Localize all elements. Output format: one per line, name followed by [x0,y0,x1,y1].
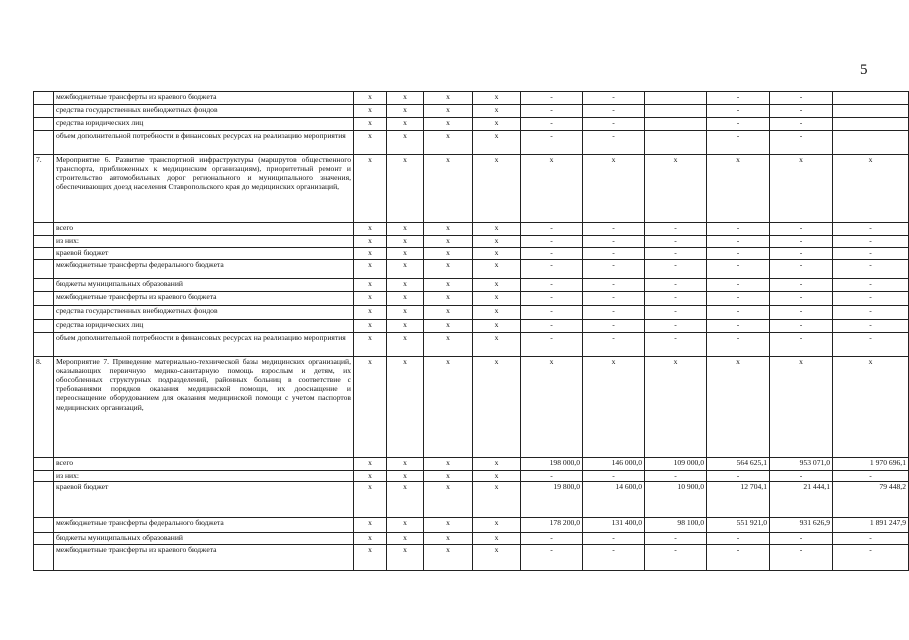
mark-cell: x [354,471,387,482]
mark-cell: x [387,306,424,320]
row-number [34,279,54,292]
mark-cell: x [354,306,387,320]
value-cell: - [583,306,645,320]
value-cell: - [833,292,909,306]
value-cell: - [707,223,770,236]
table-row [34,471,909,482]
mark-cell: x [424,518,473,533]
mark-cell: x [387,131,424,155]
row-name: объем дополнительной потребности в финансовых ресурсах на реализацию мероприятия [54,333,354,357]
mark-cell: x [473,333,521,357]
row-number [34,236,54,248]
value-cell: - [707,131,770,155]
mark-cell: x [354,482,387,518]
value-cell: - [833,223,909,236]
table-row [34,105,909,118]
mark-cell: x [354,333,387,357]
value-cell: - [770,471,833,482]
value-cell: - [583,248,645,260]
row-number [34,545,54,571]
mark-cell: x [354,155,387,223]
mark-cell: x [424,471,473,482]
mark-cell: x [424,236,473,248]
value-cell: - [770,292,833,306]
value-cell: - [707,105,770,118]
value-cell: - [833,279,909,292]
value-cell: - [645,533,707,545]
row-number [34,533,54,545]
value-cell: - [770,223,833,236]
mark-cell: x [354,131,387,155]
value-cell: 931 626,9 [770,518,833,533]
table-row [34,357,909,458]
mark-cell: x [424,333,473,357]
row-number [34,320,54,333]
value-cell: 146 000,0 [583,458,645,471]
value-cell: - [583,320,645,333]
table-body [34,92,909,571]
row-number [34,482,54,518]
table-row [34,279,909,292]
mark-cell: x [473,131,521,155]
row-number [34,458,54,471]
value-cell: - [770,92,833,105]
value-cell: - [707,279,770,292]
value-cell: - [583,236,645,248]
value-cell [833,118,909,131]
mark-cell: x [424,279,473,292]
mark-cell: x [424,155,473,223]
mark-cell: x [354,260,387,279]
value-cell [645,92,707,105]
row-number [34,306,54,320]
row-name: средства государственных внебюджетных фондов [54,306,354,320]
value-cell: - [770,533,833,545]
value-cell: - [521,92,583,105]
table-row [34,518,909,533]
row-name: межбюджетные трансферты из краевого бюджета [54,292,354,306]
value-cell: - [583,471,645,482]
value-cell: - [770,131,833,155]
value-cell: - [645,292,707,306]
row-name: бюджеты муниципальных образований [54,533,354,545]
mark-cell: x [424,260,473,279]
mark-cell: x [387,333,424,357]
value-cell: - [583,131,645,155]
value-cell: - [707,260,770,279]
value-cell: - [583,333,645,357]
value-cell: - [583,92,645,105]
row-name: из них: [54,471,354,482]
value-cell: - [707,92,770,105]
mark-cell: x [424,306,473,320]
value-cell: - [645,306,707,320]
row-number [34,131,54,155]
value-cell: - [833,260,909,279]
table-row [34,333,909,357]
value-cell: x [707,155,770,223]
mark-cell: x [473,545,521,571]
value-cell: 21 444,1 [770,482,833,518]
row-number: 8. [34,357,54,458]
mark-cell: x [354,458,387,471]
row-name: из них: [54,236,354,248]
mark-cell: x [387,357,424,458]
value-cell: x [645,155,707,223]
row-name: всего [54,458,354,471]
mark-cell: x [424,458,473,471]
value-cell: - [521,471,583,482]
value-cell: x [521,357,583,458]
mark-cell: x [473,92,521,105]
row-number [34,471,54,482]
value-cell: - [770,236,833,248]
value-cell: - [707,306,770,320]
value-cell: - [583,223,645,236]
value-cell: - [770,306,833,320]
mark-cell: x [354,533,387,545]
value-cell: - [707,545,770,571]
value-cell: 98 100,0 [645,518,707,533]
row-number [34,260,54,279]
mark-cell: x [354,292,387,306]
value-cell: - [583,545,645,571]
mark-cell: x [473,155,521,223]
mark-cell: x [473,357,521,458]
value-cell: - [521,292,583,306]
mark-cell: x [424,320,473,333]
mark-cell: x [387,155,424,223]
mark-cell: x [387,260,424,279]
value-cell: - [521,333,583,357]
value-cell: - [833,236,909,248]
mark-cell: x [473,518,521,533]
mark-cell: x [354,320,387,333]
table-row [34,118,909,131]
value-cell: x [770,155,833,223]
mark-cell: x [387,279,424,292]
value-cell: - [707,533,770,545]
mark-cell: x [424,223,473,236]
mark-cell: x [424,533,473,545]
row-number [34,223,54,236]
mark-cell: x [473,292,521,306]
value-cell: 109 000,0 [645,458,707,471]
value-cell: - [707,320,770,333]
mark-cell: x [424,92,473,105]
value-cell: x [521,155,583,223]
mark-cell: x [387,118,424,131]
mark-cell: x [387,545,424,571]
mark-cell: x [424,292,473,306]
row-name: межбюджетные трансферты из краевого бюджета [54,92,354,105]
value-cell: 14 600,0 [583,482,645,518]
value-cell [645,105,707,118]
row-name: Мероприятие 6. Развитие транспортной инфраструктуры (маршрутов общественного транспорта, приближенных к медицинским организациям), приоритетный ремонт и строительство автомобильных дорог регионального и муниципального значения, обеспечивающих доезд населения Ставропольского края до медицинских организаций, [54,155,354,223]
mark-cell: x [424,357,473,458]
mark-cell: x [473,105,521,118]
value-cell: 79 448,2 [833,482,909,518]
mark-cell: x [473,118,521,131]
row-number [34,118,54,131]
mark-cell: x [424,545,473,571]
mark-cell: x [473,320,521,333]
mark-cell: x [387,105,424,118]
value-cell: 1 970 696,1 [833,458,909,471]
row-name: межбюджетные трансферты из краевого бюджета [54,545,354,571]
row-name: межбюджетные трансферты федерального бюджета [54,518,354,533]
value-cell: x [645,357,707,458]
value-cell: - [645,248,707,260]
value-cell [833,131,909,155]
mark-cell: x [387,518,424,533]
value-cell: - [583,292,645,306]
mark-cell: x [424,105,473,118]
table-row [34,292,909,306]
value-cell: - [707,292,770,306]
row-name: средства юридических лиц [54,118,354,131]
value-cell: - [833,320,909,333]
value-cell: - [521,533,583,545]
mark-cell: x [473,533,521,545]
value-cell: x [833,155,909,223]
mark-cell: x [473,458,521,471]
value-cell: 12 704,1 [707,482,770,518]
row-name: средства государственных внебюджетных фондов [54,105,354,118]
table-row [34,545,909,571]
mark-cell: x [424,482,473,518]
value-cell: - [770,545,833,571]
value-cell: - [521,306,583,320]
row-number [34,248,54,260]
table-row [34,223,909,236]
value-cell: - [770,105,833,118]
table-row [34,155,909,223]
row-name: межбюджетные трансферты федерального бюджета [54,260,354,279]
mark-cell: x [473,236,521,248]
value-cell [645,118,707,131]
value-cell: - [521,223,583,236]
row-number [34,292,54,306]
value-cell: - [833,306,909,320]
value-cell: - [770,279,833,292]
value-cell: 551 921,0 [707,518,770,533]
mark-cell: x [473,279,521,292]
mark-cell: x [354,518,387,533]
value-cell: x [833,357,909,458]
mark-cell: x [387,223,424,236]
mark-cell: x [473,482,521,518]
table-row [34,92,909,105]
table-row [34,236,909,248]
row-name: всего [54,223,354,236]
row-number [34,518,54,533]
mark-cell: x [354,105,387,118]
mark-cell: x [473,223,521,236]
row-name: краевой бюджет [54,482,354,518]
mark-cell: x [424,118,473,131]
row-number [34,105,54,118]
table-row [34,131,909,155]
mark-cell: x [354,279,387,292]
value-cell: - [645,223,707,236]
value-cell: 564 625,1 [707,458,770,471]
row-name: краевой бюджет [54,248,354,260]
mark-cell: x [354,223,387,236]
value-cell: - [645,236,707,248]
mark-cell: x [473,260,521,279]
mark-cell: x [387,458,424,471]
mark-cell: x [473,248,521,260]
value-cell: - [521,131,583,155]
value-cell: - [645,471,707,482]
value-cell: - [833,471,909,482]
mark-cell: x [387,92,424,105]
budget-table [33,91,909,571]
value-cell: 953 071,0 [770,458,833,471]
mark-cell: x [354,248,387,260]
value-cell: - [707,248,770,260]
mark-cell: x [354,118,387,131]
value-cell: - [833,248,909,260]
value-cell: - [707,236,770,248]
value-cell: x [583,155,645,223]
mark-cell: x [354,357,387,458]
value-cell: - [645,333,707,357]
value-cell: - [707,333,770,357]
mark-cell: x [354,545,387,571]
mark-cell: x [424,248,473,260]
table-row [34,260,909,279]
value-cell: 178 200,0 [521,518,583,533]
value-cell: - [770,320,833,333]
mark-cell: x [387,533,424,545]
value-cell: - [707,118,770,131]
mark-cell: x [387,471,424,482]
mark-cell: x [387,248,424,260]
mark-cell: x [424,131,473,155]
value-cell: - [583,533,645,545]
value-cell [833,92,909,105]
mark-cell: x [354,236,387,248]
value-cell [645,131,707,155]
value-cell: 198 000,0 [521,458,583,471]
row-number: 7. [34,155,54,223]
value-cell: - [583,260,645,279]
row-number [34,92,54,105]
value-cell: - [583,118,645,131]
value-cell: - [770,260,833,279]
value-cell: 1 891 247,9 [833,518,909,533]
value-cell: - [521,248,583,260]
value-cell: x [707,357,770,458]
value-cell: - [770,333,833,357]
row-name: средства юридических лиц [54,320,354,333]
value-cell: - [521,545,583,571]
value-cell: - [645,279,707,292]
value-cell: x [770,357,833,458]
row-number [34,333,54,357]
value-cell: - [645,320,707,333]
value-cell: - [833,533,909,545]
value-cell: 19 800,0 [521,482,583,518]
value-cell: - [645,260,707,279]
value-cell: - [833,333,909,357]
value-cell: - [521,320,583,333]
mark-cell: x [473,306,521,320]
row-name: Мероприятие 7. Приведение материально-технической базы медицинских организаций, оказывающих первичную медико-санитарную помощь взрослым и детям, их обособленных структурных подразделений, районных больниц в соответствие с требованиями порядков оказания медицинской помощи, их дооснащение и переоснащение оборудованием для оказания медицинской помощи с учетом паспортов медицинских организаций, [54,357,354,458]
table-row [34,458,909,471]
mark-cell: x [387,292,424,306]
value-cell: - [521,105,583,118]
value-cell: - [521,236,583,248]
table-row [34,533,909,545]
value-cell [833,105,909,118]
value-cell: x [583,357,645,458]
value-cell: - [583,105,645,118]
row-name: бюджеты муниципальных образований [54,279,354,292]
mark-cell: x [387,482,424,518]
page-number: 5 [860,62,868,78]
table-row [34,306,909,320]
value-cell: 131 400,0 [583,518,645,533]
value-cell: - [770,118,833,131]
value-cell: - [583,279,645,292]
value-cell: - [645,545,707,571]
value-cell: - [770,248,833,260]
mark-cell: x [387,236,424,248]
table-row [34,248,909,260]
value-cell: 10 900,0 [645,482,707,518]
mark-cell: x [473,471,521,482]
row-name: объем дополнительной потребности в финансовых ресурсах на реализацию мероприятия [54,131,354,155]
table-row [34,482,909,518]
value-cell: - [521,118,583,131]
table-row [34,320,909,333]
value-cell: - [833,545,909,571]
value-cell: - [521,260,583,279]
value-cell: - [707,471,770,482]
value-cell: - [521,279,583,292]
mark-cell: x [354,92,387,105]
mark-cell: x [387,320,424,333]
